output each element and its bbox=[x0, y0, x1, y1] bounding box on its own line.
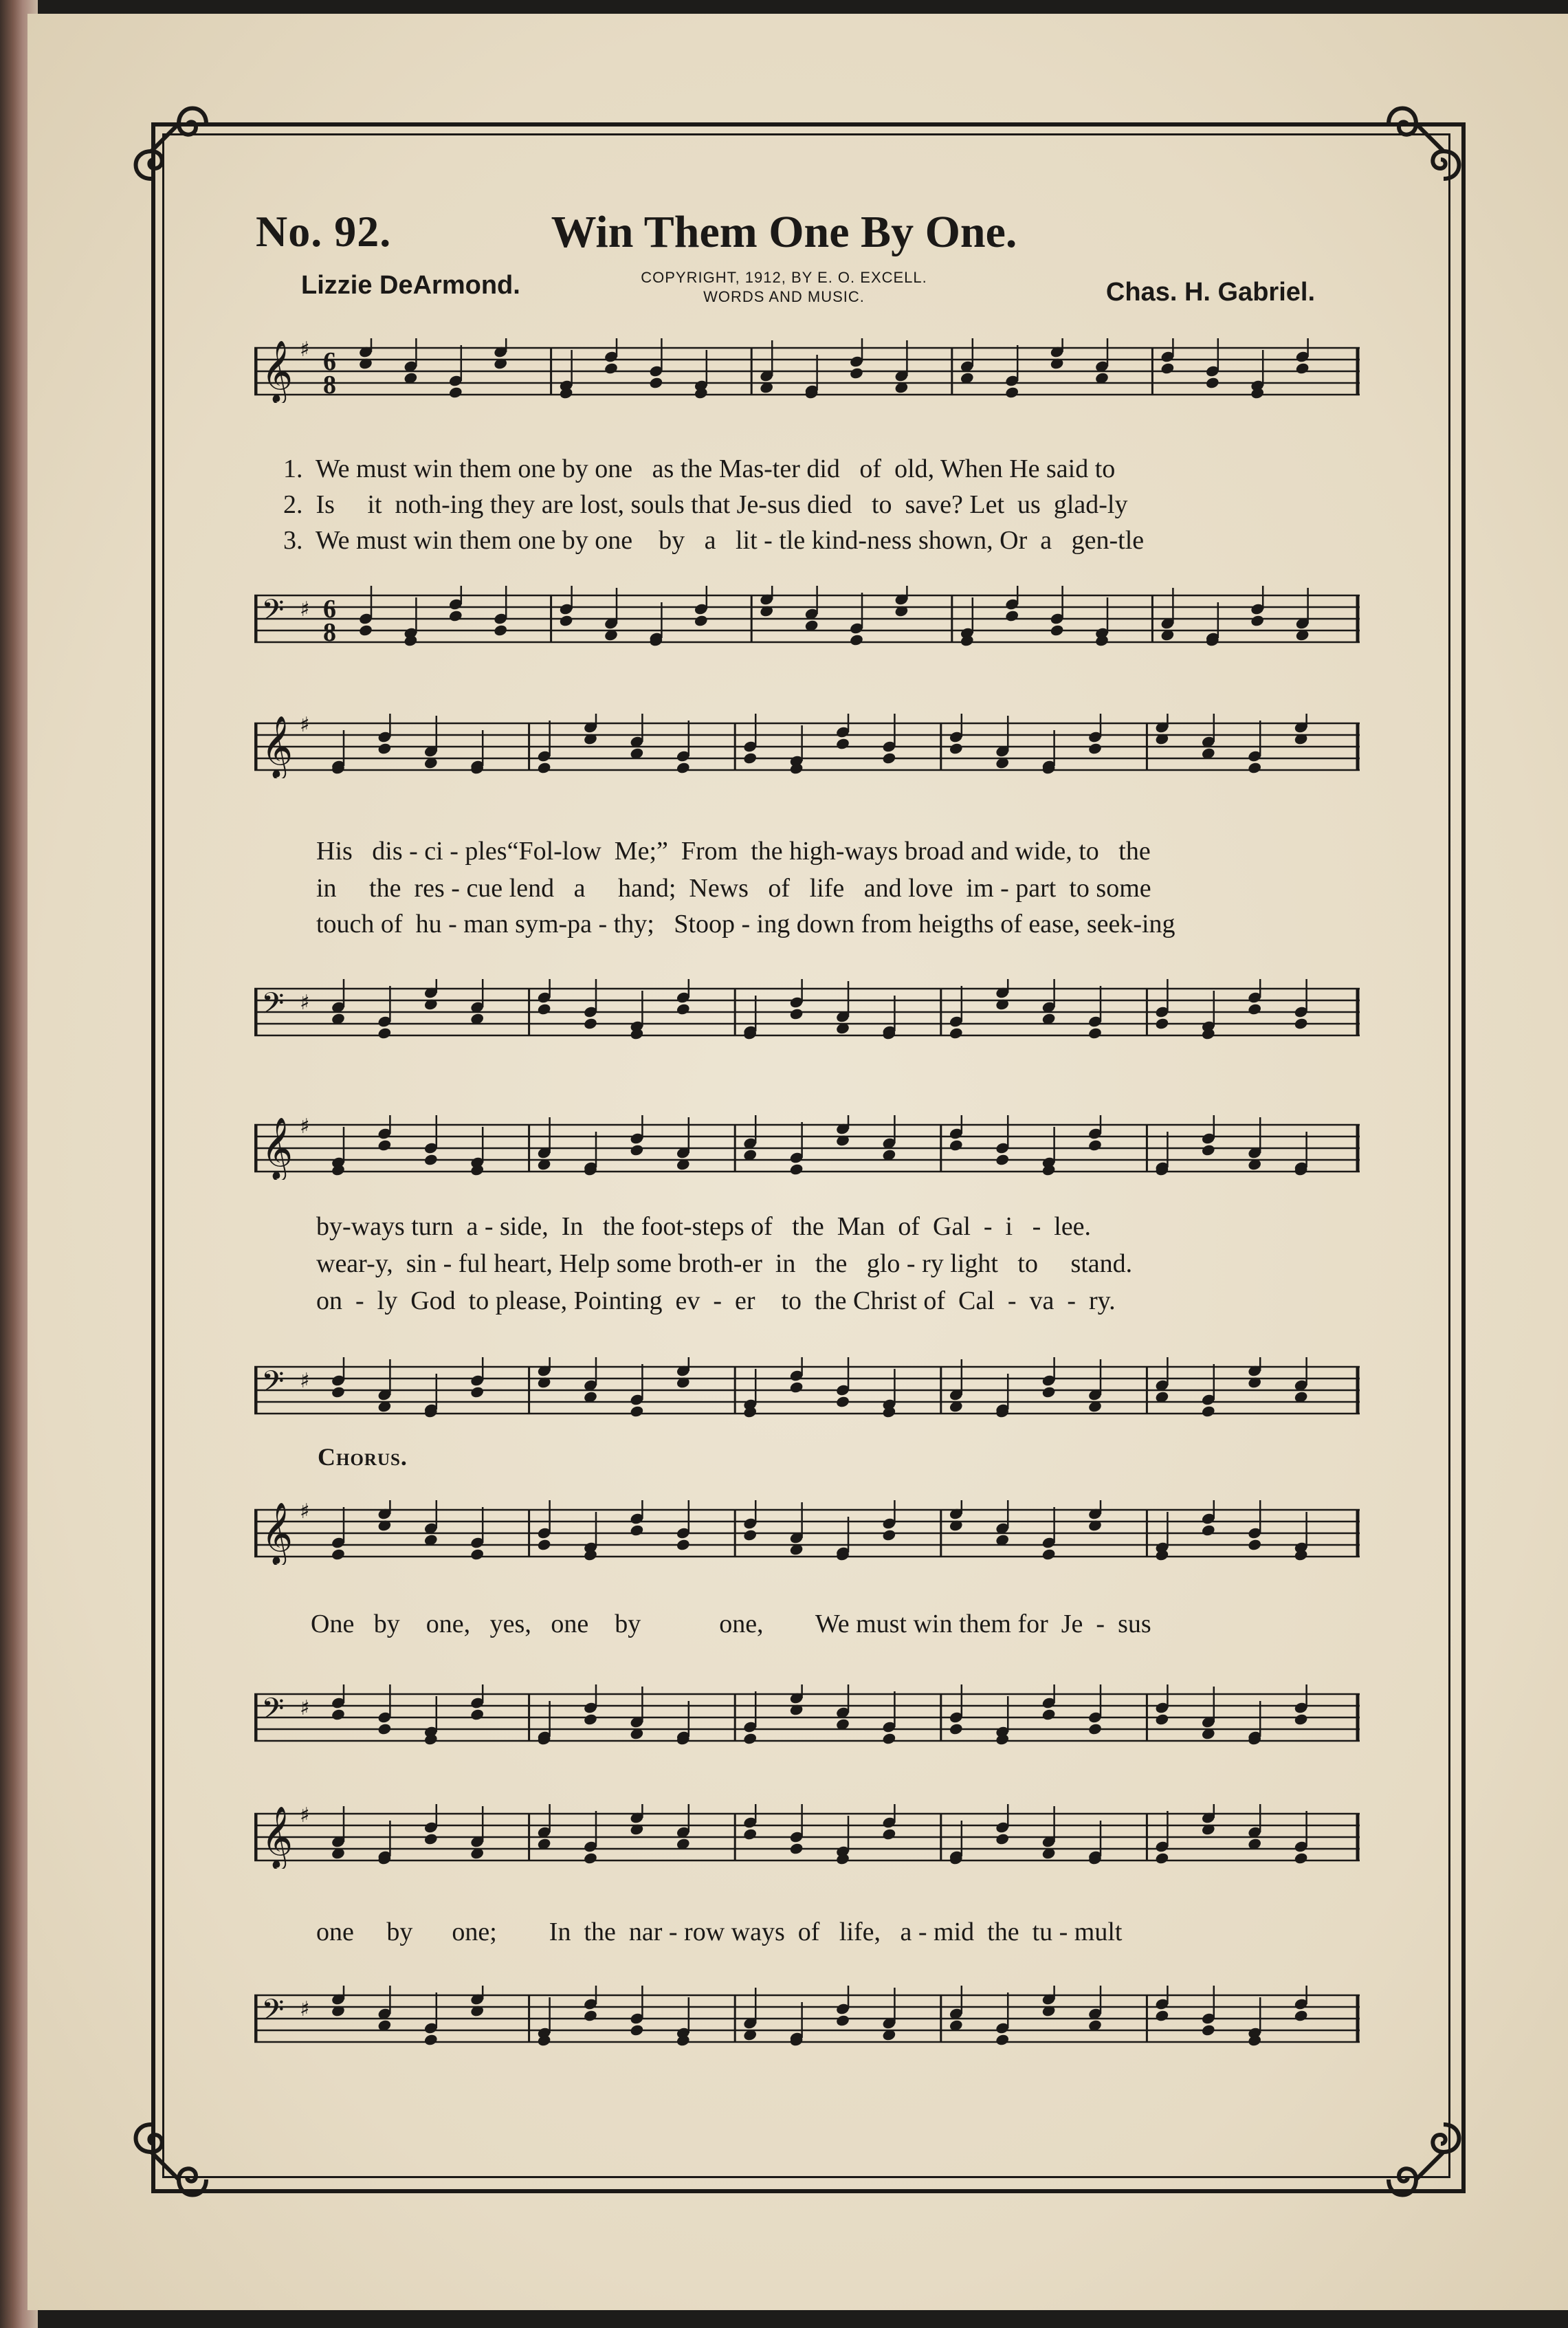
note-head-icon bbox=[789, 1007, 804, 1020]
key-signature-sharp-icon: ♯ bbox=[300, 1997, 310, 2021]
hymn-title: Win Them One By One. bbox=[551, 207, 1017, 257]
treble-staff-5 bbox=[254, 1804, 1360, 1869]
note-head-icon bbox=[470, 1548, 485, 1561]
note-head-icon bbox=[835, 2014, 850, 2027]
note-head-icon bbox=[1295, 362, 1310, 375]
note-head-icon bbox=[849, 633, 864, 646]
note-head-icon bbox=[1250, 614, 1265, 627]
treble-staff-2 bbox=[254, 714, 1360, 778]
lyricist-credit: Lizzie DeArmond. bbox=[301, 271, 520, 300]
note-head-icon bbox=[835, 737, 850, 750]
composer-credit: Chas. H. Gabriel. bbox=[1105, 278, 1315, 307]
note-head-icon bbox=[882, 751, 897, 765]
note-head-icon bbox=[583, 2009, 598, 2022]
corner-ornament-top-left bbox=[124, 96, 227, 199]
lyric-verse1-line3: by-ways turn a - side, In the foot-steps of the Man of Gal - i - lee. bbox=[316, 1212, 1092, 1241]
key-signature-sharp-icon: ♯ bbox=[300, 714, 310, 737]
key-signature-sharp-icon: ♯ bbox=[300, 1804, 310, 1827]
note-head-icon bbox=[882, 1827, 897, 1841]
note-head-icon bbox=[882, 1528, 897, 1541]
note-head-icon bbox=[694, 614, 709, 627]
note-head-icon bbox=[995, 1153, 1010, 1166]
note-head-icon bbox=[676, 761, 691, 774]
note-head-icon bbox=[493, 624, 508, 637]
note-head-icon bbox=[949, 1139, 964, 1152]
bass-staff-5 bbox=[254, 1986, 1360, 2050]
note-head-icon bbox=[995, 1832, 1010, 1845]
copyright-line-2: WORDS AND MUSIC. bbox=[703, 288, 865, 305]
bass-staff-3 bbox=[254, 1357, 1360, 1422]
treble-clef-icon: 𝄞 bbox=[261, 1502, 294, 1564]
note-head-icon bbox=[649, 376, 664, 389]
note-head-icon bbox=[630, 2023, 645, 2036]
note-head-icon bbox=[559, 614, 574, 627]
note-head-icon bbox=[630, 1524, 645, 1537]
note-head-icon bbox=[742, 1732, 758, 1745]
note-head-icon bbox=[1087, 1139, 1103, 1152]
lyric-verse2-line2: in the res - cue lend a hand; News of life and love im - part to some bbox=[316, 874, 1151, 903]
bass-clef-icon: 𝄢 bbox=[261, 593, 285, 635]
note-head-icon bbox=[1087, 742, 1103, 755]
lyric-verse1-line1: 1. We must win them one by one as the Mas-ter did of old, When He said to bbox=[283, 454, 1116, 483]
bass-staff-2 bbox=[254, 979, 1360, 1044]
note-head-icon bbox=[1201, 1405, 1216, 1418]
note-head-icon bbox=[1155, 2009, 1170, 2022]
note-head-icon bbox=[1294, 2009, 1309, 2022]
note-head-icon bbox=[835, 1395, 850, 1408]
note-head-icon bbox=[1155, 1852, 1170, 1865]
chorus-lyric-line1: One by one, yes, one by one, We must win them for Je - sus bbox=[311, 1610, 1151, 1638]
bass-clef-icon: 𝄢 bbox=[261, 1692, 285, 1733]
treble-staff-4 bbox=[254, 1500, 1360, 1565]
key-signature-sharp-icon: ♯ bbox=[300, 338, 310, 362]
treble-clef-icon: 𝄞 bbox=[261, 1806, 294, 1868]
note-head-icon bbox=[1294, 1017, 1309, 1030]
note-head-icon bbox=[1247, 1002, 1262, 1015]
key-signature-sharp-icon: ♯ bbox=[300, 1369, 310, 1393]
note-head-icon bbox=[1201, 1524, 1216, 1537]
time-signature-top-icon: 6 bbox=[323, 595, 336, 624]
note-head-icon bbox=[949, 1026, 964, 1040]
note-head-icon bbox=[331, 1708, 346, 1721]
time-signature-bottom-icon: 8 bbox=[323, 371, 336, 399]
copyright-notice bbox=[0, 268, 1568, 307]
note-head-icon bbox=[377, 742, 393, 755]
note-head-icon bbox=[377, 1139, 393, 1152]
note-head-icon bbox=[583, 1017, 598, 1030]
note-head-icon bbox=[1205, 376, 1220, 389]
key-signature-sharp-icon: ♯ bbox=[300, 1500, 310, 1524]
note-head-icon bbox=[448, 386, 463, 399]
note-head-icon bbox=[630, 1143, 645, 1156]
note-head-icon bbox=[676, 1538, 691, 1551]
note-head-icon bbox=[789, 1842, 804, 1855]
note-head-icon bbox=[789, 1381, 804, 1394]
lyric-verse1-line2: His dis - ci - ples“Fol-low Me;” From the high-ways broad and wide, to the bbox=[316, 837, 1151, 866]
note-head-icon bbox=[1247, 761, 1262, 774]
note-head-icon bbox=[1201, 2023, 1216, 2036]
note-head-icon bbox=[1041, 1385, 1057, 1398]
note-head-icon bbox=[789, 1163, 804, 1176]
note-head-icon bbox=[1247, 1538, 1262, 1551]
copyright-line-1: COPYRIGHT, 1912, BY E. O. EXCELL. bbox=[641, 269, 927, 286]
note-head-icon bbox=[537, 1002, 552, 1015]
note-head-icon bbox=[423, 1153, 439, 1166]
note-head-icon bbox=[1087, 1722, 1103, 1735]
note-head-icon bbox=[742, 1827, 758, 1841]
lyric-verse3-line2: touch of hu - man sym-pa - thy; Stoop - ing down from heigths of ease, seek-ing bbox=[316, 910, 1175, 938]
note-head-icon bbox=[882, 1732, 897, 1745]
time-signature-bottom-icon: 8 bbox=[323, 618, 336, 647]
note-head-icon bbox=[448, 609, 463, 622]
note-head-icon bbox=[949, 1722, 964, 1735]
note-head-icon bbox=[1201, 1143, 1216, 1156]
chorus-lyric-line2: one by one; In the nar - row ways of life, a - mid the tu - mult bbox=[316, 1918, 1123, 1946]
note-head-icon bbox=[1050, 624, 1065, 637]
note-head-icon bbox=[1041, 1708, 1057, 1721]
note-head-icon bbox=[1294, 1852, 1309, 1865]
bass-clef-icon: 𝄢 bbox=[261, 1993, 285, 2034]
note-head-icon bbox=[995, 2033, 1010, 2046]
note-head-icon bbox=[377, 1026, 393, 1040]
key-signature-sharp-icon: ♯ bbox=[300, 991, 310, 1015]
treble-staff-3 bbox=[254, 1115, 1360, 1180]
note-head-icon bbox=[583, 1713, 598, 1726]
note-head-icon bbox=[377, 1722, 393, 1735]
lyric-verse3-line1: 3. We must win them one by one by a lit - tle kind-ness shown, Or a gen-tle bbox=[283, 526, 1145, 555]
note-head-icon bbox=[949, 742, 964, 755]
key-signature-sharp-icon: ♯ bbox=[300, 597, 310, 622]
note-head-icon bbox=[849, 366, 864, 380]
note-head-icon bbox=[630, 1405, 645, 1418]
corner-ornament-bottom-left bbox=[124, 2104, 227, 2207]
note-head-icon bbox=[470, 1708, 485, 1721]
note-head-icon bbox=[1087, 1026, 1103, 1040]
time-signature-top-icon: 6 bbox=[323, 347, 336, 376]
note-head-icon bbox=[676, 1002, 691, 1015]
lyric-verse3-line3: on - ly God to please, Pointing ev - er to the Christ of Cal - va - ry. bbox=[316, 1286, 1116, 1315]
bass-clef-icon: 𝄢 bbox=[261, 1365, 285, 1406]
bass-staff-1 bbox=[254, 586, 1360, 650]
bass-clef-icon: 𝄢 bbox=[261, 987, 285, 1028]
note-head-icon bbox=[1155, 1713, 1170, 1726]
note-head-icon bbox=[331, 1385, 346, 1398]
note-head-icon bbox=[423, 2033, 439, 2046]
note-head-icon bbox=[470, 1385, 485, 1398]
key-signature-sharp-icon: ♯ bbox=[300, 1115, 310, 1139]
note-head-icon bbox=[1004, 386, 1019, 399]
note-head-icon bbox=[583, 1852, 598, 1865]
treble-clef-icon: 𝄞 bbox=[261, 716, 294, 778]
treble-clef-icon: 𝄞 bbox=[261, 340, 294, 402]
lyric-verse2-line1: 2. Is it noth-ing they are lost, souls that Je-sus died to save? Let us glad-ly bbox=[283, 490, 1128, 519]
lyric-verse2-line3: wear-y, sin - ful heart, Help some broth-er in the glo - ry light to stand. bbox=[316, 1249, 1133, 1278]
treble-staff-1 bbox=[254, 338, 1360, 403]
note-head-icon bbox=[742, 1528, 758, 1541]
note-head-icon bbox=[537, 1538, 552, 1551]
note-head-icon bbox=[1041, 1548, 1057, 1561]
note-head-icon bbox=[358, 624, 373, 637]
note-head-icon bbox=[742, 751, 758, 765]
note-head-icon bbox=[1155, 1017, 1170, 1030]
bass-staff-4 bbox=[254, 1684, 1360, 1749]
note-head-icon bbox=[1294, 1713, 1309, 1726]
hymn-number: No. 92. bbox=[256, 207, 392, 256]
note-head-icon bbox=[1004, 609, 1019, 622]
chorus-label: Chorus. bbox=[318, 1443, 408, 1471]
note-head-icon bbox=[331, 1548, 346, 1561]
corner-ornament-top-right bbox=[1368, 96, 1471, 199]
note-head-icon bbox=[1160, 362, 1175, 375]
corner-ornament-bottom-right bbox=[1368, 2104, 1471, 2207]
key-signature-sharp-icon: ♯ bbox=[300, 1696, 310, 1720]
note-head-icon bbox=[537, 761, 552, 774]
treble-clef-icon: 𝄞 bbox=[261, 1117, 294, 1179]
note-head-icon bbox=[423, 1832, 439, 1845]
note-head-icon bbox=[604, 362, 619, 375]
